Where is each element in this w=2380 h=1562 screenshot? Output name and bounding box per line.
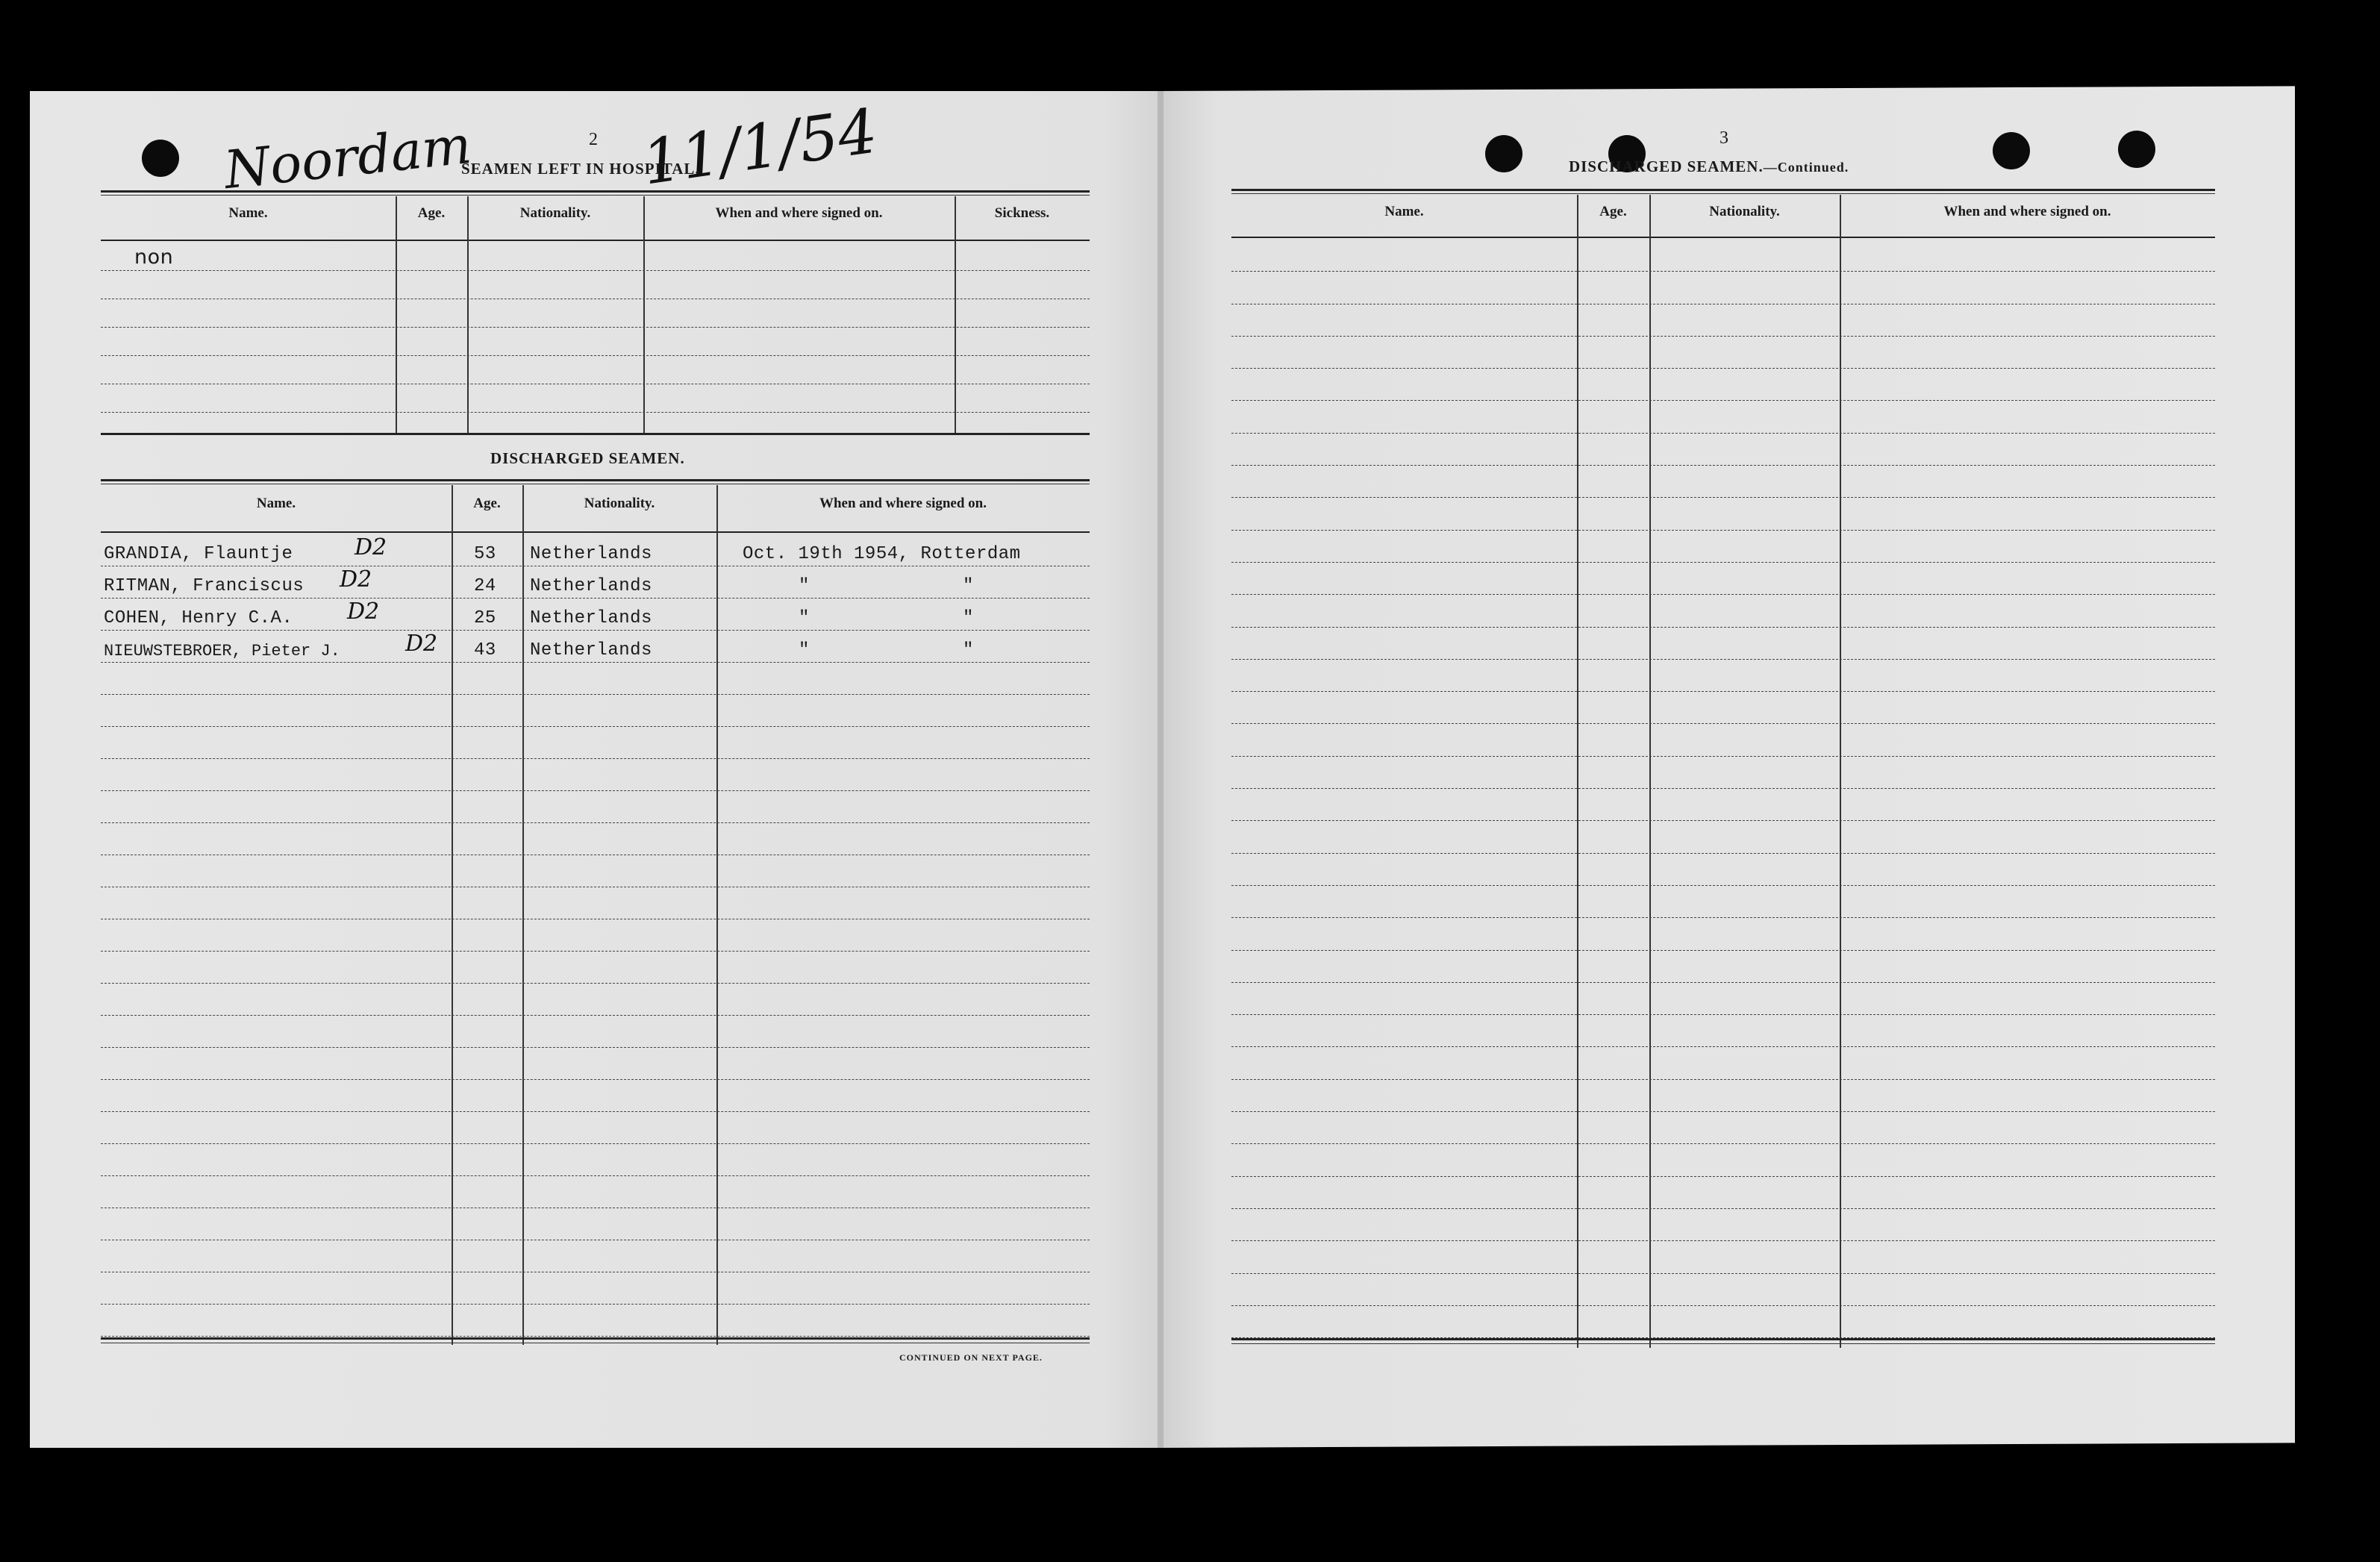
header-name: Name. xyxy=(1384,204,1424,219)
seaman-name-cell: RITMAN, Franciscus xyxy=(104,576,304,596)
table-row xyxy=(101,1144,1090,1176)
table-row xyxy=(1231,692,2215,724)
page-number-right: 3 xyxy=(1720,128,1728,148)
table-row xyxy=(101,356,1090,384)
table-row xyxy=(101,919,1090,952)
table-row xyxy=(101,243,1090,271)
table-row xyxy=(1231,724,2215,756)
table-row xyxy=(101,328,1090,356)
table-row xyxy=(1231,1274,2215,1306)
table-row xyxy=(1231,789,2215,821)
discharge-mark: D2 xyxy=(405,631,438,657)
seaman-place-ditto: " xyxy=(963,608,974,628)
punch-hole xyxy=(2118,131,2155,168)
discharge-mark: D2 xyxy=(347,599,380,625)
table-row xyxy=(1231,401,2215,433)
table-row xyxy=(101,855,1090,887)
table-row xyxy=(101,534,1090,566)
header-signed-on: When and where signed on. xyxy=(819,496,987,511)
continued-table xyxy=(1231,189,2215,1353)
punch-hole xyxy=(142,140,179,177)
seaman-name-cell: GRANDIA, Flauntje xyxy=(104,544,293,564)
table-row xyxy=(1231,660,2215,692)
table-row xyxy=(1231,1047,2215,1079)
discharge-mark: D2 xyxy=(340,566,372,593)
table-row xyxy=(1231,951,2215,983)
table-row xyxy=(101,631,1090,663)
seaman-signed-cell: " xyxy=(799,576,810,596)
table-row xyxy=(101,759,1090,791)
table-row xyxy=(1231,886,2215,918)
table-row xyxy=(101,823,1090,855)
header-age: Age. xyxy=(1599,204,1627,219)
seaman-name-cell: COHEN, Henry C.A. xyxy=(104,608,293,628)
seaman-name-cell: NIEUWSTEBROER, Pieter J. xyxy=(104,642,340,660)
header-signed-on: When and where signed on. xyxy=(1943,204,2111,219)
table-row xyxy=(101,791,1090,823)
table-row xyxy=(1231,918,2215,950)
header-name: Name. xyxy=(228,205,268,221)
seaman-age-cell: 53 xyxy=(474,544,496,564)
seaman-age-cell: 43 xyxy=(474,640,496,660)
table-row xyxy=(101,952,1090,984)
table-row xyxy=(1231,369,2215,401)
table-row xyxy=(1231,1241,2215,1273)
table-row xyxy=(101,1305,1090,1337)
header-signed-on: When and where signed on. xyxy=(715,205,883,221)
table-row xyxy=(1231,1177,2215,1209)
table-row xyxy=(1231,466,2215,498)
table-row xyxy=(101,887,1090,919)
table-row xyxy=(101,727,1090,759)
header-nationality: Nationality. xyxy=(519,205,591,221)
table-row xyxy=(101,984,1090,1016)
table-row xyxy=(1231,1112,2215,1144)
header-nationality: Nationality. xyxy=(584,496,655,511)
seaman-age-cell: 24 xyxy=(474,576,496,596)
table-row xyxy=(1231,563,2215,595)
table-row xyxy=(101,299,1090,328)
right-page-title xyxy=(1569,157,1849,176)
table-row xyxy=(101,1176,1090,1208)
seaman-signed-cell: " xyxy=(799,640,810,660)
table-row xyxy=(101,1208,1090,1240)
hospital-name-cell: non xyxy=(134,246,174,269)
right-title-main: DISCHARGED SEAMEN. xyxy=(1569,157,1764,175)
table-row xyxy=(101,695,1090,727)
table-row xyxy=(101,566,1090,599)
header-nationality: Nationality. xyxy=(1709,204,1780,219)
seaman-place-ditto: " xyxy=(963,640,974,660)
table-row xyxy=(1231,821,2215,853)
table-row xyxy=(101,1272,1090,1305)
seaman-nationality-cell: Netherlands xyxy=(530,544,652,564)
header-sickness: Sickness. xyxy=(994,205,1050,221)
table-row xyxy=(1231,628,2215,660)
table-row xyxy=(1231,757,2215,789)
header-name: Name. xyxy=(256,496,296,511)
seaman-nationality-cell: Netherlands xyxy=(530,576,652,596)
table-row xyxy=(101,1048,1090,1080)
page-gutter xyxy=(1158,91,1164,1448)
seaman-place-ditto: " xyxy=(963,576,974,596)
table-row xyxy=(1231,1015,2215,1047)
continued-note: CONTINUED ON NEXT PAGE. xyxy=(899,1352,1043,1363)
table-row xyxy=(1231,595,2215,627)
table-row xyxy=(1231,1080,2215,1112)
table-row xyxy=(1231,304,2215,337)
hospital-section-title: SEAMEN LEFT IN HOSPITAL. xyxy=(461,160,700,178)
table-row xyxy=(1231,1144,2215,1176)
seaman-signed-cell: Oct. 19th 1954, Rotterdam xyxy=(743,544,1021,564)
table-row xyxy=(1231,498,2215,530)
hospital-table xyxy=(101,190,1090,440)
punch-hole xyxy=(1993,132,2030,169)
seaman-age-cell: 25 xyxy=(474,608,496,628)
seaman-nationality-cell: Netherlands xyxy=(530,640,652,660)
table-row xyxy=(101,1240,1090,1272)
handwritten-date: 11/1/54 xyxy=(637,96,882,199)
discharge-mark: D2 xyxy=(354,534,387,560)
table-row xyxy=(1231,240,2215,272)
table-row xyxy=(101,1016,1090,1048)
table-row xyxy=(1231,1209,2215,1241)
seaman-signed-cell: " xyxy=(799,608,810,628)
table-row xyxy=(101,599,1090,631)
page-number-left: 2 xyxy=(589,130,598,149)
handwritten-ship-name: Noordam xyxy=(221,113,475,202)
table-row xyxy=(101,271,1090,299)
table-row xyxy=(101,663,1090,695)
table-row xyxy=(1231,854,2215,886)
header-age: Age. xyxy=(473,496,501,511)
table-row xyxy=(101,1112,1090,1144)
table-row xyxy=(101,384,1090,413)
table-row xyxy=(1231,272,2215,304)
table-row xyxy=(1231,1306,2215,1338)
table-row xyxy=(1231,434,2215,466)
punch-hole xyxy=(1485,135,1522,172)
discharged-section-title: DISCHARGED SEAMEN. xyxy=(490,449,685,467)
table-row xyxy=(101,1080,1090,1112)
seaman-nationality-cell: Netherlands xyxy=(530,608,652,628)
discharged-table xyxy=(101,479,1090,1352)
header-age: Age. xyxy=(417,205,446,221)
table-row xyxy=(1231,983,2215,1015)
table-row xyxy=(1231,531,2215,563)
table-row xyxy=(1231,337,2215,369)
right-title-suffix: —Continued. xyxy=(1763,160,1849,175)
